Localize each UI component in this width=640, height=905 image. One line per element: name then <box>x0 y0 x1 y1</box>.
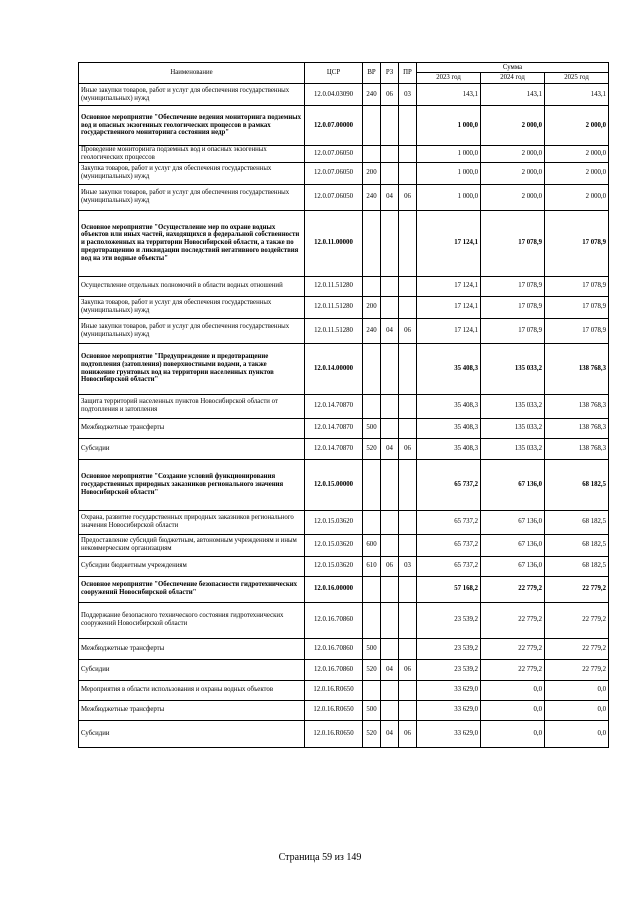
cell-rz <box>381 576 399 602</box>
cell-2023: 1 000,0 <box>417 162 481 184</box>
cell-rz <box>381 602 399 638</box>
cell-rz <box>381 343 399 394</box>
cell-rz: 06 <box>381 84 399 106</box>
cell-vr: 240 <box>363 84 381 106</box>
cell-csr: 12.0.07.06050 <box>305 184 363 210</box>
cell-csr: 12.0.04.03090 <box>305 84 363 106</box>
cell-rz <box>381 638 399 659</box>
cell-vr <box>363 146 381 163</box>
table-row <box>79 659 609 680</box>
cell-name: Иные закупки товаров, работ и услуг для обеспечения государственных (муниципальных) нужд <box>79 184 305 210</box>
table-row <box>79 602 609 638</box>
page-footer: Страница 59 из 149 <box>278 852 362 863</box>
cell-csr: 12.0.14.70870 <box>305 418 363 438</box>
cell-2024: 0,0 <box>481 700 545 720</box>
cell-name: Иные закупки товаров, работ и услуг для обеспечения государственных (муниципальных) нужд <box>79 84 305 106</box>
cell-name: Основное мероприятие "Обеспечение ведения мониторинга подземных вод и опасных экзогенных геологических процессов в рамках государственного мониторинга состояния недр" <box>79 106 305 146</box>
table-row <box>79 418 609 438</box>
cell-name: Субсидии бюджетным учреждениям <box>79 556 305 576</box>
cell-2024: 17 078,9 <box>481 276 545 296</box>
cell-rz <box>381 700 399 720</box>
cell-name: Межбюджетные трансферты <box>79 638 305 659</box>
cell-vr: 500 <box>363 638 381 659</box>
table-row <box>79 459 609 510</box>
header-rz: РЗ <box>381 63 399 84</box>
cell-csr: 12.0.11.51280 <box>305 296 363 318</box>
cell-2025: 17 078,9 <box>545 296 609 318</box>
cell-name: Осуществление отдельных полномочий в области водных отношений <box>79 276 305 296</box>
cell-rz <box>381 394 399 418</box>
cell-csr: 12.0.14.70870 <box>305 394 363 418</box>
cell-vr: 520 <box>363 720 381 747</box>
cell-pr <box>399 602 417 638</box>
cell-csr: 12.0.11.51280 <box>305 276 363 296</box>
cell-vr <box>363 106 381 146</box>
cell-vr: 240 <box>363 318 381 343</box>
table-row <box>79 680 609 700</box>
cell-rz <box>381 510 399 534</box>
cell-rz <box>381 534 399 556</box>
cell-vr <box>363 276 381 296</box>
header-vr: ВР <box>363 63 381 84</box>
cell-pr <box>399 459 417 510</box>
cell-vr <box>363 394 381 418</box>
header-2025: 2025 год <box>545 73 609 84</box>
table-row <box>79 184 609 210</box>
cell-2024: 0,0 <box>481 680 545 700</box>
cell-rz: 04 <box>381 659 399 680</box>
cell-2023: 65 737,2 <box>417 556 481 576</box>
cell-2025: 0,0 <box>545 720 609 747</box>
cell-rz: 04 <box>381 438 399 459</box>
cell-2024: 17 078,9 <box>481 210 545 276</box>
cell-pr <box>399 146 417 163</box>
cell-csr: 12.0.07.00000 <box>305 106 363 146</box>
cell-pr: 06 <box>399 720 417 747</box>
cell-2024: 135 033,2 <box>481 438 545 459</box>
cell-pr: 03 <box>399 556 417 576</box>
cell-2024: 67 136,0 <box>481 510 545 534</box>
cell-pr <box>399 510 417 534</box>
cell-csr: 12.0.11.00000 <box>305 210 363 276</box>
cell-name: Закупка товаров, работ и услуг для обеспечения государственных (муниципальных) нужд <box>79 296 305 318</box>
cell-2023: 17 124,1 <box>417 276 481 296</box>
cell-2025: 17 078,9 <box>545 210 609 276</box>
cell-2023: 17 124,1 <box>417 210 481 276</box>
cell-2024: 67 136,0 <box>481 459 545 510</box>
cell-name: Мероприятия в области использования и охраны водных объектов <box>79 680 305 700</box>
header-name: Наименование <box>79 63 305 84</box>
cell-vr: 500 <box>363 700 381 720</box>
cell-2023: 17 124,1 <box>417 296 481 318</box>
cell-2023: 23 539,2 <box>417 659 481 680</box>
cell-2024: 2 000,0 <box>481 146 545 163</box>
cell-vr <box>363 210 381 276</box>
cell-csr: 12.0.15.03620 <box>305 510 363 534</box>
cell-2024: 67 136,0 <box>481 534 545 556</box>
cell-rz: 04 <box>381 184 399 210</box>
cell-2025: 22 779,2 <box>545 576 609 602</box>
cell-2023: 35 408,3 <box>417 343 481 394</box>
cell-vr: 520 <box>363 659 381 680</box>
table-row <box>79 638 609 659</box>
cell-2024: 17 078,9 <box>481 318 545 343</box>
cell-2025: 143,1 <box>545 84 609 106</box>
cell-vr: 520 <box>363 438 381 459</box>
cell-pr <box>399 638 417 659</box>
cell-pr <box>399 534 417 556</box>
cell-name: Поддержание безопасного технического состояния гидротехнических сооружений Новосибирской области <box>79 602 305 638</box>
cell-2025: 2 000,0 <box>545 106 609 146</box>
cell-rz: 04 <box>381 318 399 343</box>
cell-2024: 17 078,9 <box>481 296 545 318</box>
cell-pr <box>399 700 417 720</box>
cell-2025: 0,0 <box>545 680 609 700</box>
cell-name: Субсидии <box>79 438 305 459</box>
cell-csr: 12.0.15.03620 <box>305 556 363 576</box>
cell-pr <box>399 394 417 418</box>
table-row <box>79 162 609 184</box>
cell-name: Иные закупки товаров, работ и услуг для обеспечения государственных (муниципальных) нужд <box>79 318 305 343</box>
cell-2025: 2 000,0 <box>545 184 609 210</box>
cell-csr: 12.0.16.R0650 <box>305 720 363 747</box>
table-row <box>79 720 609 747</box>
table-row <box>79 318 609 343</box>
cell-2024: 67 136,0 <box>481 556 545 576</box>
cell-csr: 12.0.14.00000 <box>305 343 363 394</box>
cell-csr: 12.0.16.70860 <box>305 638 363 659</box>
header-sum: Сумма <box>417 63 609 73</box>
cell-name: Охрана, развитие государственных природных заказников регионального значения Новосибирской области <box>79 510 305 534</box>
cell-2023: 1 000,0 <box>417 184 481 210</box>
cell-vr <box>363 680 381 700</box>
table-row <box>79 438 609 459</box>
cell-2025: 22 779,2 <box>545 659 609 680</box>
cell-2023: 57 168,2 <box>417 576 481 602</box>
cell-vr: 240 <box>363 184 381 210</box>
cell-csr: 12.0.15.00000 <box>305 459 363 510</box>
cell-pr: 03 <box>399 84 417 106</box>
cell-pr: 06 <box>399 318 417 343</box>
cell-vr <box>363 343 381 394</box>
cell-name: Межбюджетные трансферты <box>79 418 305 438</box>
cell-csr: 12.0.14.70870 <box>305 438 363 459</box>
cell-rz <box>381 418 399 438</box>
cell-2023: 65 737,2 <box>417 459 481 510</box>
cell-2024: 135 033,2 <box>481 418 545 438</box>
cell-2024: 22 779,2 <box>481 602 545 638</box>
cell-2025: 68 182,5 <box>545 510 609 534</box>
table-row <box>79 343 609 394</box>
cell-pr <box>399 210 417 276</box>
cell-name: Субсидии <box>79 720 305 747</box>
cell-vr: 600 <box>363 534 381 556</box>
table-row <box>79 534 609 556</box>
cell-2025: 68 182,5 <box>545 534 609 556</box>
table-row <box>79 296 609 318</box>
cell-vr: 610 <box>363 556 381 576</box>
cell-pr <box>399 106 417 146</box>
cell-2025: 138 768,3 <box>545 343 609 394</box>
table-row <box>79 84 609 106</box>
cell-rz <box>381 680 399 700</box>
cell-2023: 23 539,2 <box>417 638 481 659</box>
cell-name: Проведение мониторинга подземных вод и опасных экзогенных геологических процессов <box>79 146 305 163</box>
cell-pr <box>399 576 417 602</box>
table-row <box>79 106 609 146</box>
cell-2023: 65 737,2 <box>417 534 481 556</box>
cell-vr <box>363 576 381 602</box>
budget-table <box>78 62 609 748</box>
cell-2024: 135 033,2 <box>481 343 545 394</box>
cell-rz <box>381 210 399 276</box>
cell-2023: 33 629,0 <box>417 680 481 700</box>
header-2023: 2023 год <box>417 73 481 84</box>
cell-rz <box>381 459 399 510</box>
cell-vr <box>363 510 381 534</box>
cell-rz <box>381 106 399 146</box>
cell-pr <box>399 418 417 438</box>
cell-pr <box>399 680 417 700</box>
cell-vr: 200 <box>363 162 381 184</box>
cell-2025: 138 768,3 <box>545 438 609 459</box>
table-row <box>79 210 609 276</box>
cell-name: Закупка товаров, работ и услуг для обеспечения государственных (муниципальных) нужд <box>79 162 305 184</box>
cell-vr: 200 <box>363 296 381 318</box>
table-row <box>79 700 609 720</box>
cell-pr <box>399 296 417 318</box>
cell-csr: 12.0.16.70860 <box>305 659 363 680</box>
cell-pr: 06 <box>399 438 417 459</box>
cell-name: Межбюджетные трансферты <box>79 700 305 720</box>
cell-name: Основное мероприятие "Создание условий функционирования государственных природных заказников регионального значения Новосибирской области" <box>79 459 305 510</box>
cell-2025: 17 078,9 <box>545 318 609 343</box>
header-pr: ПР <box>399 63 417 84</box>
cell-2024: 22 779,2 <box>481 576 545 602</box>
cell-csr: 12.0.11.51280 <box>305 318 363 343</box>
cell-rz: 06 <box>381 556 399 576</box>
cell-2024: 2 000,0 <box>481 184 545 210</box>
cell-csr: 12.0.16.R0650 <box>305 700 363 720</box>
cell-2024: 22 779,2 <box>481 659 545 680</box>
cell-name: Основное мероприятие "Осуществление мер по охране водных объектов или иных частей, находящихся в федеральной собственности и расположенных на территории Новосибирской области, а также по предотвращению и ликвидации последствий негативного воздействия вод на эти водные объекты" <box>79 210 305 276</box>
cell-2024: 0,0 <box>481 720 545 747</box>
cell-name: Основное мероприятие "Обеспечение безопасности гидротехнических сооружений Новосибирской области" <box>79 576 305 602</box>
cell-2024: 22 779,2 <box>481 638 545 659</box>
cell-rz <box>381 162 399 184</box>
cell-2024: 2 000,0 <box>481 162 545 184</box>
cell-rz: 04 <box>381 720 399 747</box>
cell-2023: 35 408,3 <box>417 438 481 459</box>
cell-2025: 0,0 <box>545 700 609 720</box>
cell-vr <box>363 602 381 638</box>
cell-pr <box>399 276 417 296</box>
cell-2025: 68 182,5 <box>545 459 609 510</box>
header-csr: ЦСР <box>305 63 363 84</box>
table-row <box>79 146 609 163</box>
cell-2023: 35 408,3 <box>417 394 481 418</box>
cell-csr: 12.0.15.03620 <box>305 534 363 556</box>
cell-2023: 23 539,2 <box>417 602 481 638</box>
cell-name: Предоставление субсидий бюджетным, автономным учреждениям и иным некоммерческим организациям <box>79 534 305 556</box>
cell-csr: 12.0.07.06050 <box>305 162 363 184</box>
cell-2025: 138 768,3 <box>545 418 609 438</box>
cell-csr: 12.0.16.70860 <box>305 602 363 638</box>
table-row <box>79 510 609 534</box>
cell-vr <box>363 459 381 510</box>
table-row <box>79 394 609 418</box>
cell-2023: 65 737,2 <box>417 510 481 534</box>
cell-rz <box>381 276 399 296</box>
table-body <box>79 84 609 748</box>
cell-2025: 22 779,2 <box>545 602 609 638</box>
cell-pr: 06 <box>399 184 417 210</box>
cell-2025: 2 000,0 <box>545 146 609 163</box>
cell-2023: 35 408,3 <box>417 418 481 438</box>
cell-vr: 500 <box>363 418 381 438</box>
cell-2024: 143,1 <box>481 84 545 106</box>
cell-pr <box>399 343 417 394</box>
cell-2025: 2 000,0 <box>545 162 609 184</box>
cell-2023: 1 000,0 <box>417 146 481 163</box>
cell-2023: 33 629,0 <box>417 700 481 720</box>
cell-csr: 12.0.16.R0650 <box>305 680 363 700</box>
cell-2025: 22 779,2 <box>545 638 609 659</box>
table-row <box>79 556 609 576</box>
table-row <box>79 276 609 296</box>
cell-rz <box>381 146 399 163</box>
cell-name: Субсидии <box>79 659 305 680</box>
cell-2025: 17 078,9 <box>545 276 609 296</box>
cell-2024: 135 033,2 <box>481 394 545 418</box>
cell-rz <box>381 296 399 318</box>
cell-2024: 2 000,0 <box>481 106 545 146</box>
cell-csr: 12.0.07.06050 <box>305 146 363 163</box>
cell-2023: 1 000,0 <box>417 106 481 146</box>
cell-name: Защита территорий населенных пунктов Новосибирской области от подтопления и затопления <box>79 394 305 418</box>
cell-name: Основное мероприятие "Предупреждение и предотвращение подтопления (затопления) поверхностными водами, а также понижение грунтовых вод на территории населенных пунктов Новосибирской области" <box>79 343 305 394</box>
cell-2025: 138 768,3 <box>545 394 609 418</box>
cell-2023: 33 629,0 <box>417 720 481 747</box>
cell-2023: 143,1 <box>417 84 481 106</box>
cell-2025: 68 182,5 <box>545 556 609 576</box>
cell-2023: 17 124,1 <box>417 318 481 343</box>
header-2024: 2024 год <box>481 73 545 84</box>
cell-pr: 06 <box>399 659 417 680</box>
cell-pr <box>399 162 417 184</box>
cell-csr: 12.0.16.00000 <box>305 576 363 602</box>
table-row <box>79 576 609 602</box>
